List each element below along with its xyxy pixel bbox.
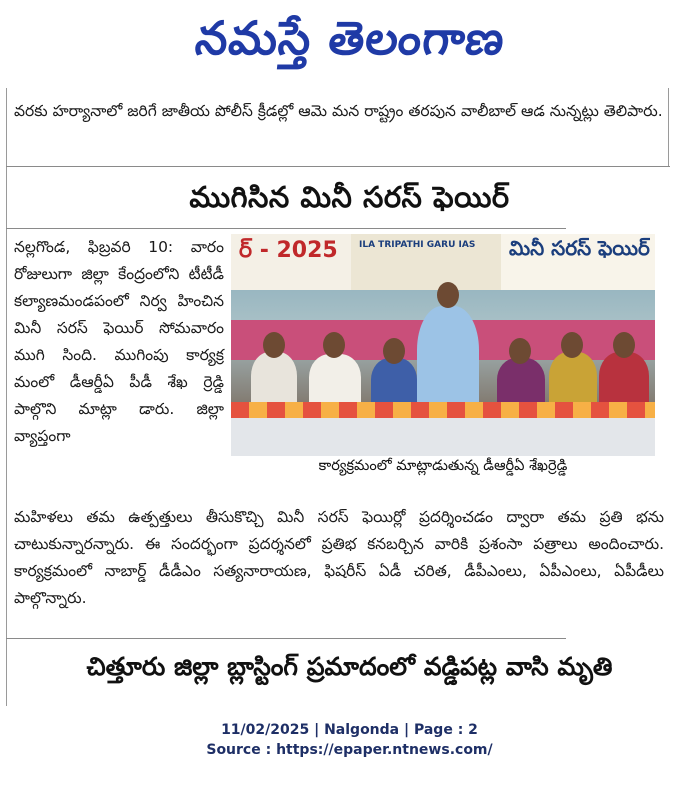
person-head [263,332,285,358]
photo-banner-mid: ILA TRIPATHI GARU IAS [351,234,501,290]
article-photo [231,234,655,456]
footer-date-edition: 11/02/2025 | Nalgonda | Page : 2 [221,722,478,738]
speaker-figure [417,306,479,416]
table-decoration [231,402,655,418]
person-head [561,332,583,358]
article-headline: ముగిసిన మినీ సరస్ ఫెయిర్ [189,180,510,214]
photo-caption: కార్యక్రమంలో మాట్లాడుతున్న డీఆర్డీఏ శేఖర్రెడ్డి [318,458,568,474]
photo-banner-left: ర్ - 2025 [231,234,351,290]
divider [6,166,670,167]
footer-source: Source : https://epaper.ntnews.com/ [206,742,493,758]
person-head [613,332,635,358]
newspaper-logo: నమస్తే తెలంగాణ [192,11,508,65]
divider [6,638,566,639]
person-head [509,338,531,364]
person-head [323,332,345,358]
photo-banner-right: మినీ సరస్ ఫెయిర్ [501,234,655,290]
person-head [383,338,405,364]
clipping-border-right [668,88,669,166]
speaker-head [437,282,459,308]
divider [6,228,566,229]
article-column-text: నల్లగొండ, ఫిబ్రవరి 10: వారం రోజులుగా జిల్లా కేంద్రంలోని టీటీడీ కల్యాణమండపంలో నిర్వ హించిన మినీ సరస్ ఫెయిర్ సోమవారం ముగి సింది. ముగింపు కార్యక్ర మంలో డీఆర్డీఏ పీడీ శేఖ ర్రెడ్డి పాల్గొని మాట్లా డారు. జిల్లా వ్యాప్తంగా [14,238,224,445]
article-full-text: మహిళలు తమ ఉత్పత్తులు తీసుకొచ్చి మినీ సరస్ ఫెయిర్లో ప్రదర్శించడం ద్వారా తమ ప్రతి భను చాటుకున్నారన్నారు. ఈ సందర్భంగా ప్రదర్శనలో ప్రతిభ కనబర్చిన వారికి ప్రశంసా పత్రాలు అందించారు. కార్యక్రమంలో నాబార్డ్ డీడీఎం సత్యనారాయణ, ఫిషరీస్ ఏడీ చరిత, డీపీఎంలు, ఏపీఎంలు, ఏపీడీలు పాల్గొన్నారు. [14,508,664,607]
previous-story-tail: వరకు హర్యానాలో జరిగే జాతీయ పోలీస్ క్రీడల్లో ఆమె మన రాష్ట్రం తరపున వాలీబాల్ ఆడ నున్నట్లు తెలిపారు. [14,102,663,120]
second-headline: చిత్తూరు జిల్లా బ్లాస్టింగ్ ప్రమాదంలో వడ్డిపట్ల వాసి మృతి [86,652,613,681]
masthead [0,0,699,88]
